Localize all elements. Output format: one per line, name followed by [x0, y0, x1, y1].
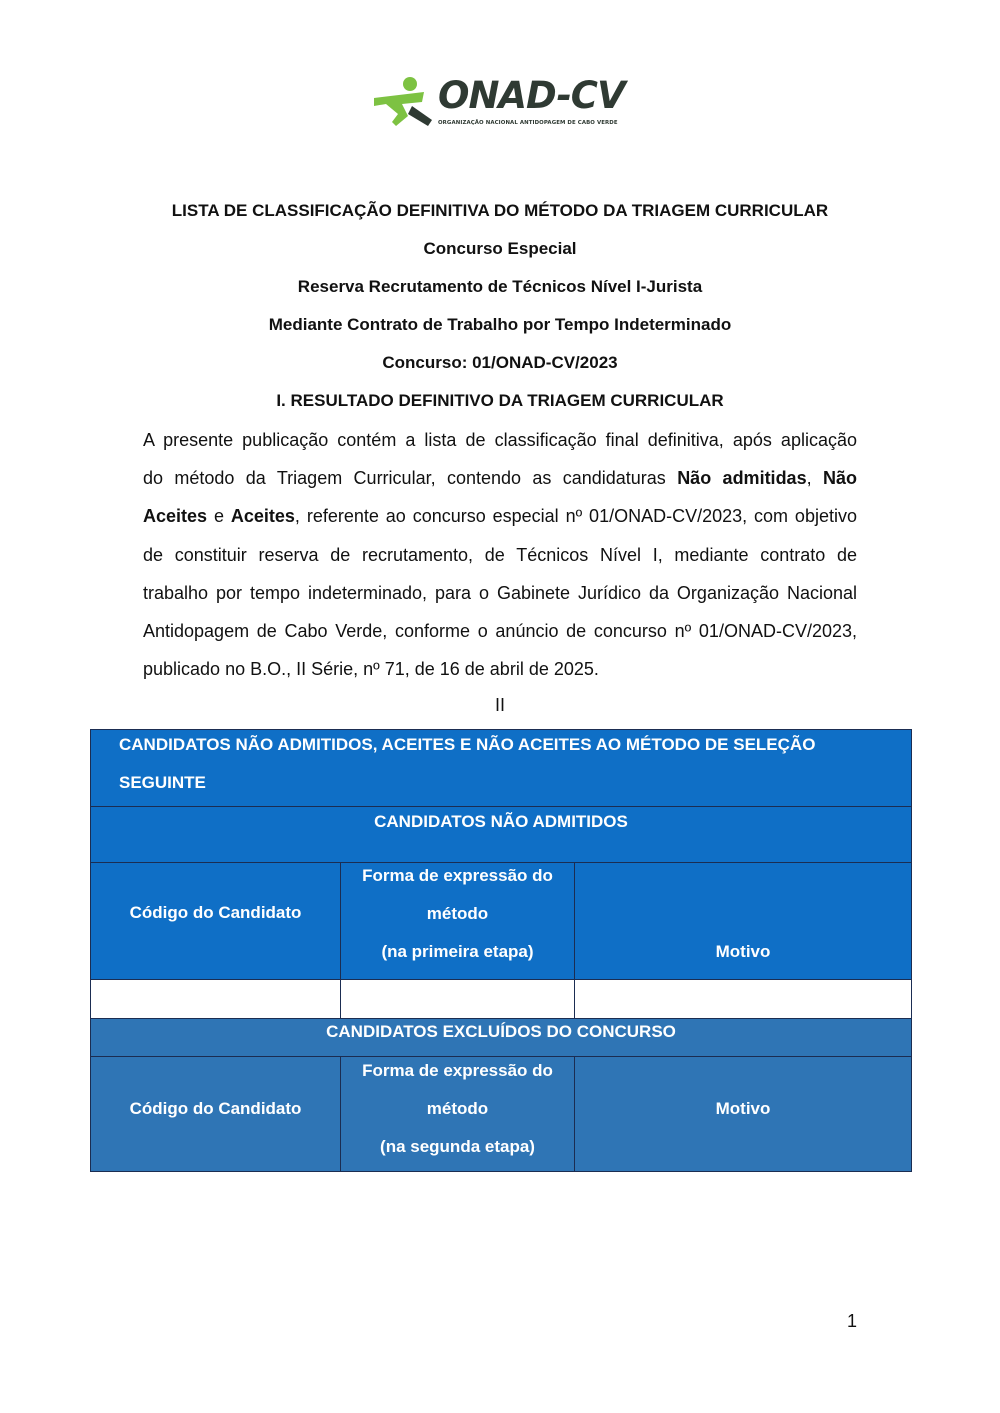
bold-term-nao-admitidas: Não admitidas [677, 468, 807, 489]
header-codigo-label: Código do Candidato [129, 1099, 302, 1118]
header-codigo-candidato [91, 1057, 341, 1171]
heading-reserva: Reserva Recrutamento de Técnicos Nível I-Jurista [297, 277, 703, 296]
bold-term-nao: Não [822, 468, 857, 489]
onad-cv-logo [372, 76, 632, 132]
bold-term-aceites: Aceites [143, 506, 208, 527]
table-title-line1: CANDIDATOS NÃO ADMITIDOS, ACEITES E NÃO ACEITES AO MÉTODO DE SELEÇÃO [119, 735, 816, 754]
header-forma-line3: (na segunda etapa) [380, 1137, 535, 1156]
candidates-table [90, 729, 912, 1172]
page-number: 1 [846, 1311, 857, 1331]
table-cell-empty [575, 980, 911, 1019]
paragraph-line: trabalho por tempo indeterminado, para o Gabinete Jurídico da Organização Nacional [143, 582, 857, 603]
section-nao-admitidos-row [91, 807, 911, 863]
section-nao-admitidos-label: CANDIDATOS NÃO ADMITIDOS [374, 812, 628, 831]
body-paragraph [143, 421, 857, 688]
logo-subtitle: ORGANIZAÇÃO NACIONAL ANTIDOPAGEM DE CABO VERDE [438, 120, 618, 126]
header-forma-expressao [341, 1057, 575, 1171]
section-excluidos-label: CANDIDATOS EXCLUÍDOS DO CONCURSO [326, 1022, 676, 1041]
header-codigo-label: Código do Candidato [129, 903, 302, 922]
header-codigo-candidato [91, 863, 341, 980]
header-forma-line1: Forma de expressão do [362, 866, 553, 885]
table-cell-empty [341, 980, 575, 1019]
text-run: , referente ao concurso especial nº 01/ONAD-CV/2023, com objetivo [294, 506, 857, 527]
header-forma-line2: método [426, 904, 489, 923]
paragraph-line: publicado no B.O., II Série, nº 71, de 16 de abril de 2025. [143, 659, 599, 680]
logo-wordmark: ONAD-CV [438, 74, 625, 117]
heading-concurso-numero: Concurso: 01/ONAD-CV/2023 [382, 353, 618, 372]
section-heading-resultado: I. RESULTADO DEFINITIVO DA TRIAGEM CURRICULAR [276, 391, 724, 410]
table-cell-empty [91, 980, 341, 1019]
paragraph-line: de constituir reserva de recrutamento, de Técnicos Nível I, mediante contrato de [143, 544, 857, 565]
heading-contrato: Mediante Contrato de Trabalho por Tempo Indeterminado [268, 315, 732, 334]
text-run: e [213, 506, 224, 527]
text-run: do método da Triagem Curricular, contendo as candidaturas [143, 468, 666, 489]
header-forma-line1: Forma de expressão do [362, 1061, 553, 1080]
runner-logo-icon [372, 76, 436, 128]
header-forma-expressao [341, 863, 575, 980]
table-title-row [91, 730, 911, 807]
header-motivo-label: Motivo [715, 942, 771, 961]
text-run: , [806, 468, 812, 489]
document-title: LISTA DE CLASSIFICAÇÃO DEFINITIVA DO MÉTODO DA TRIAGEM CURRICULAR [171, 201, 829, 220]
paragraph-line [143, 459, 857, 497]
header-motivo [575, 1057, 911, 1171]
table-title-line2: SEGUINTE [119, 773, 206, 792]
header-motivo-label: Motivo [715, 1099, 771, 1118]
paragraph-line [143, 497, 857, 535]
paragraph-line: Antidopagem de Cabo Verde, conforme o anúncio de concurso nº 01/ONAD-CV/2023, [143, 621, 857, 642]
header-forma-line2: método [426, 1099, 489, 1118]
header-forma-line3: (na primeira etapa) [381, 942, 534, 961]
bold-term-aceites: Aceites [230, 506, 295, 527]
paragraph-line: A presente publicação contém a lista de classificação final definitiva, após aplicação [143, 430, 857, 450]
heading-concurso-especial: Concurso Especial [423, 239, 577, 258]
header-motivo [575, 863, 911, 980]
section-marker: II [494, 695, 505, 715]
section-excluidos-row [91, 1019, 911, 1057]
